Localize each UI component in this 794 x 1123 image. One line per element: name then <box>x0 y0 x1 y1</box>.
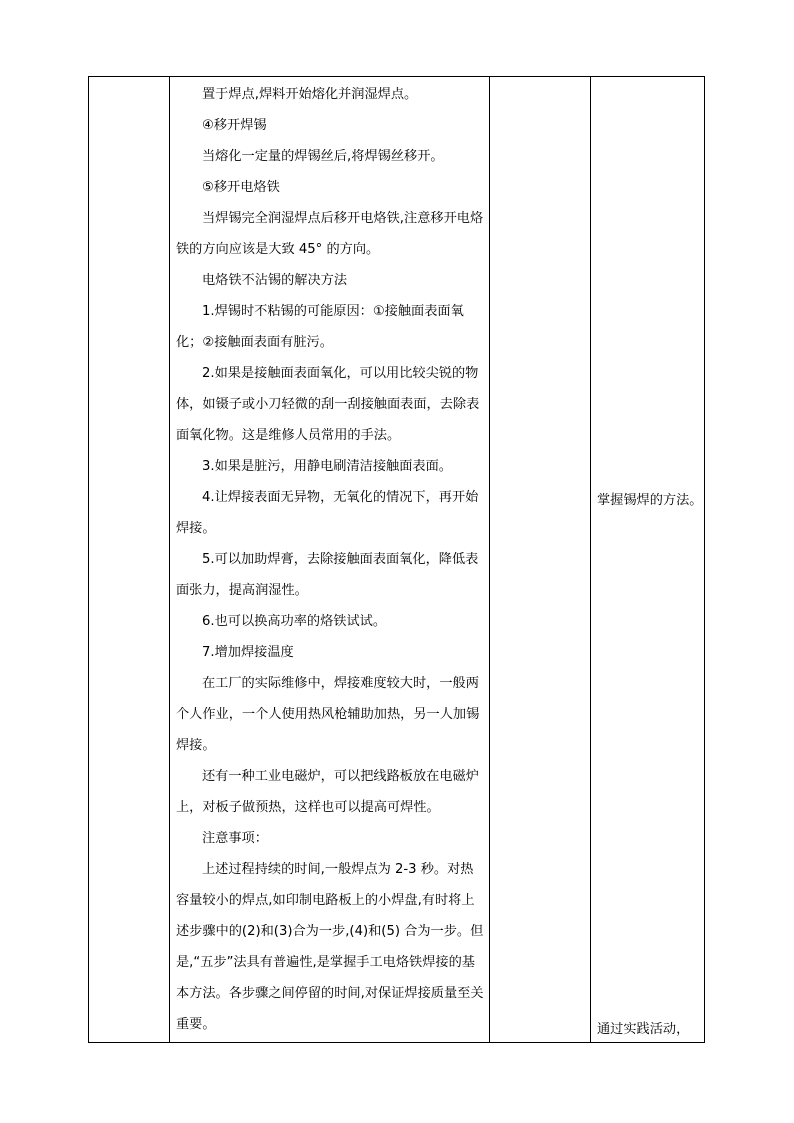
activity-text: 通过实践活动， <box>597 1022 690 1037</box>
column-divider <box>489 77 490 1042</box>
content-paragraph: 注意事项： <box>202 831 268 846</box>
content-column <box>169 77 489 1042</box>
content-paragraph: 1.焊锡时不粘锡的可能原因：①接触面表面氧化；②接触面表面有脏污。 <box>176 304 464 350</box>
content-paragraph: 3.如果是脏污，用静电刷清洁接触面表面。 <box>202 459 452 474</box>
goal-column <box>590 77 706 1042</box>
content-paragraph: 上述过程持续的时间,一般焊点为 2-3 秒。对热容量较小的焊点,如印制电路板上的小焊盘,有时将上述步骤中的(2)和(3)合为一步,(4)和(5) 合为一步。但是,“五步”法具有普遍性,是掌握手工电烙铁焊接的基本方法。各步骤之间停留的时间,对保证焊接质量至关重要。 <box>176 862 484 1032</box>
content-paragraph: 电烙铁不沾锡的解决方法 <box>202 273 348 288</box>
content-paragraph: 4.让焊接表面无异物，无氧化的情况下，再开始焊接。 <box>176 490 479 536</box>
content-paragraph: 当焊锡完全润湿焊点后移开电烙铁,注意移开电烙铁的方向应该是大致 45° 的方向。 <box>176 211 484 257</box>
content-paragraph: 置于焊点,焊料开始熔化并润湿焊点。 <box>202 87 418 102</box>
goal-text: 掌握锡焊的方法。 <box>597 493 703 508</box>
content-paragraph: 在工厂的实际维修中，焊接难度较大时，一般两个人作业，一个人使用热风枪辅助加热，另一人加锡焊接。 <box>176 676 480 753</box>
content-paragraph: 还有一种工业电磁炉，可以把线路板放在电磁炉上，对板子做预热，这样也可以提高可焊性。 <box>176 769 479 815</box>
content-paragraph: 5.可以加助焊膏，去除接触面表面氧化，降低表面张力，提高润湿性。 <box>176 552 479 598</box>
content-paragraph: ④移开焊锡 <box>202 118 267 133</box>
lesson-table <box>88 76 705 1043</box>
content-paragraph: 6.也可以换高功率的烙铁试试。 <box>202 614 387 629</box>
content-paragraph: 2.如果是接触面表面氧化，可以用比较尖锐的物体，如镊子或小刀轻微的刮一刮接触面表面，去除表面氧化物。这是维修人员常用的手法。 <box>176 366 480 443</box>
content-paragraph: 当熔化一定量的焊锡丝后,将焊锡丝移开。 <box>202 149 444 164</box>
content-paragraph: ⑤移开电烙铁 <box>202 180 280 195</box>
content-paragraph: 7.增加焊接温度 <box>202 645 294 660</box>
